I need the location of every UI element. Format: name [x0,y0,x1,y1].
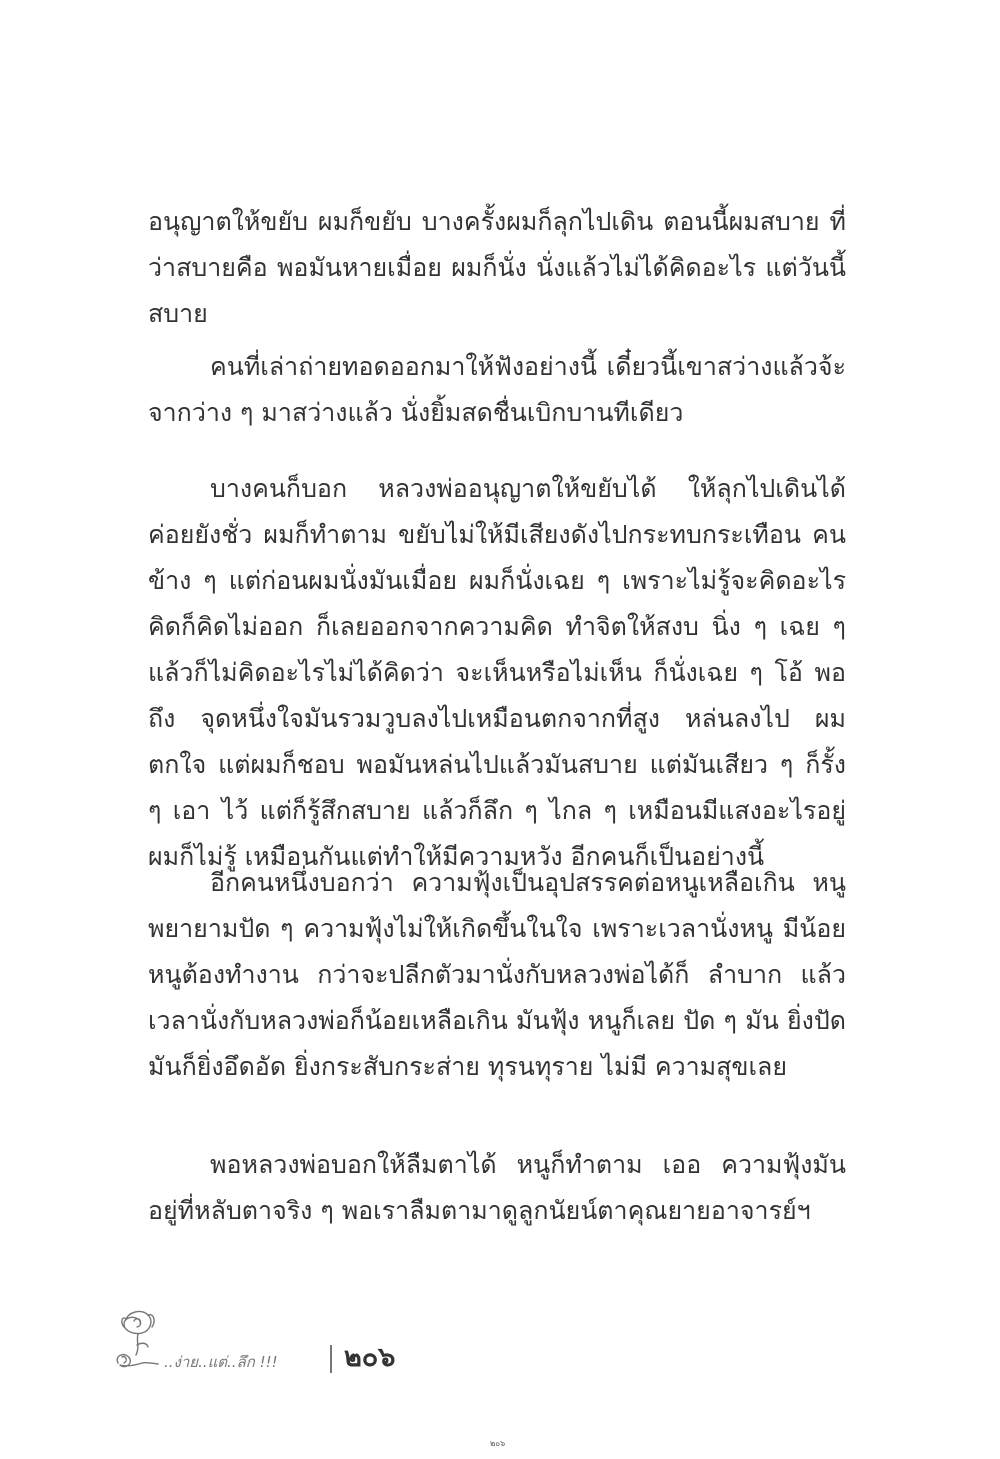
page-footer [112,1305,432,1375]
paragraph-2: คนที่เล่าถ่ายทอดออกมาให้ฟังอย่างนี้ เดี๋ยวนี้เขาสว่างแล้วจ้ะ จากว่าง ๆ มาสว่างแล้ว นั่งยิ้มสดชื่นเบิกบานทีเดียว [148,352,846,427]
paragraph-4: อีกคนหนึ่งบอกว่า ความฟุ้งเป็นอุปสรรคต่อหนูเหลือเกิน หนูพยายามปัด ๆ ความฟุ้งไม่ให้เกิดขึ้นในใจ เพราะเวลานั่งหนู มีน้อย หนูต้องทำงาน กว่าจะปลีกตัวมานั่งกับหลวงพ่อได้ก็ ลำบาก แล้วเวลานั่งกับหลวงพ่อก็น้อยเหลือเกิน มันฟุ้ง หนูก็เลย ปัด ๆ มัน ยิ่งปัดมันก็ยิ่งอึดอัด ยิ่งกระสับกระส่าย ทุรนทุราย ไม่มี ความสุขเลย [148,868,846,1081]
footer-divider [330,1345,332,1373]
rose-signature-logo [112,1305,317,1375]
small-page-number: ๒๐๖ [490,1439,506,1448]
paragraph-1: อนุญาตให้ขยับ ผมก็ขยับ บางครั้งผมก็ลุกไปเดิน ตอนนี้ผมสบาย ที่ว่าสบายคือ พอมันหายเมื่อย ผมก็นั่ง นั่งแล้วไม่ได้คิดอะไร แต่วันนี้สบาย [148,207,846,328]
page-number: ๒๐๖ [344,1342,396,1373]
paragraph-5: พอหลวงพ่อบอกให้ลืมตาได้ หนูก็ทำตาม เออ ความฟุ้งมัน อยู่ที่หลับตาจริง ๆ พอเราลืมตามาดูลูกนัยน์ตาคุณยายอาจารย์ฯ [148,1150,846,1225]
paragraph-3: บางคนก็บอก หลวงพ่ออนุญาตให้ขยับได้ ให้ลุกไปเดินได้ ค่อยยังชั่ว ผมก็ทำตาม ขยับไม่ให้มีเสียงดังไปกระทบกระเทือน คนข้าง ๆ แต่ก่อนผมนั่งมันเมื่อย ผมก็นั่งเฉย ๆ เพราะไม่รู้จะคิดอะไร คิดก็คิดไม่ออก ก็เลยออกจากความคิด ทำจิตให้สงบ นิ่ง ๆ เฉย ๆ แล้วก็ไม่คิดอะไรไม่ได้คิดว่า จะเห็นหรือไม่เห็น ก็นั่งเฉย ๆ โอ้ พอถึง จุดหนึ่งใจมันรวมวูบลงไปเหมือนตกจากที่สูง หล่นลงไป ผมตกใจ แต่ผมก็ชอบ พอมันหล่นไปแล้วมันสบาย แต่มันเสียว ๆ ก็รั้ง ๆ เอา ไว้ แต่ก็รู้สึกสบาย แล้วก็ลึก ๆ ไกล ๆ เหมือนมีแสงอะไรอยู่ผมก็ไม่รู้ เหมือนกันแต่ทำให้มีความหวัง อีกคนก็เป็นอย่างนี้ [148,474,846,871]
logo-text: ..ง่าย..แต่..ลึก !!! [164,1353,278,1371]
